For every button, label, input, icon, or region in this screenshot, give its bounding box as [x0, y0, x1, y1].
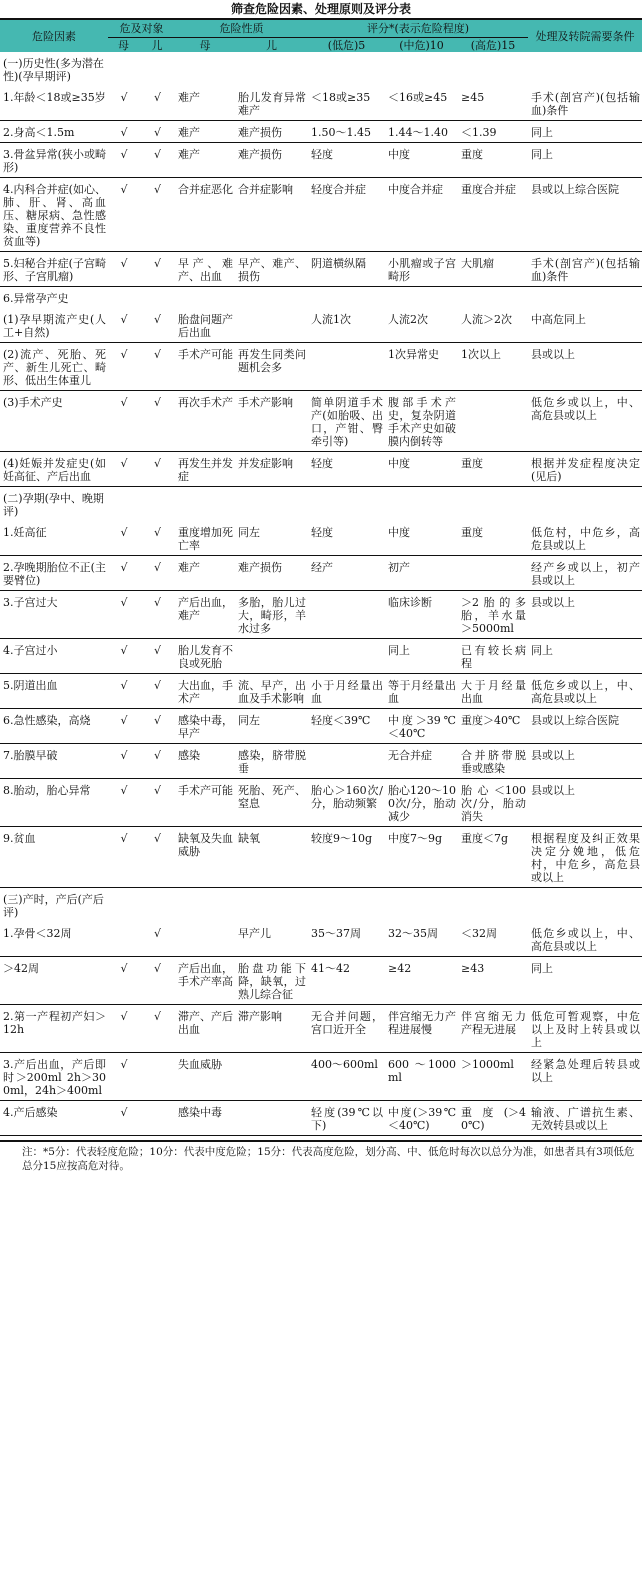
mother-check: √: [108, 86, 139, 121]
header-mother: 母: [118, 38, 129, 52]
nature-child-cell: 流、早产，出血及手术影响: [235, 674, 308, 709]
table-row: [0, 521, 642, 556]
handle-cell: 同上: [528, 143, 642, 178]
mid-risk-cell: 同上: [385, 639, 458, 674]
handle-cell: 县或以上: [528, 779, 642, 827]
handle-cell: 低危乡或以上，中、高危县或以上: [528, 391, 642, 452]
mother-check: [108, 922, 139, 957]
low-risk-cell: [308, 744, 385, 779]
factor-cell: 2.第一产程初产妇＞12h: [0, 1005, 108, 1053]
header-high: (高危)15: [470, 38, 516, 52]
page-title: 筛查危险因素、处理原则及评分表: [230, 2, 411, 16]
child-check: √: [139, 521, 175, 556]
high-risk-cell: ≥43: [458, 957, 528, 1005]
child-check: √: [139, 957, 175, 1005]
low-risk-cell: 经产: [308, 556, 385, 591]
nature-mother-cell: 难产: [175, 556, 235, 591]
handle-cell: 经产乡或以上，初产县或以上: [528, 556, 642, 591]
table-row: [0, 922, 642, 957]
table-row: [0, 591, 642, 639]
table-row: [0, 744, 642, 779]
low-risk-cell: [308, 591, 385, 639]
nature-child-cell: 难产损伤: [235, 143, 308, 178]
factor-cell: 1.孕骨＜32周: [0, 922, 108, 957]
nature-mother-cell: 难产: [175, 121, 235, 143]
table-row: [0, 121, 642, 143]
mid-risk-cell: 中度7～9g: [385, 827, 458, 888]
mother-check: √: [108, 744, 139, 779]
mid-risk-cell: 1次异常史: [385, 343, 458, 391]
nature-mother-cell: 大出血，手术产: [175, 674, 235, 709]
nature-child-cell: 同左: [235, 521, 308, 556]
factor-cell: (1)孕早期流产史(人工+自然): [0, 308, 108, 343]
mother-check: √: [108, 709, 139, 744]
factor-cell: 3.骨盆异常(狭小或畸形): [0, 143, 108, 178]
high-risk-cell: 重度: [458, 143, 528, 178]
factor-cell: 4.产后感染: [0, 1101, 108, 1136]
handle-cell: 手术(剖宫产)(包括输血)条件: [528, 86, 642, 121]
low-risk-cell: 35～37周: [308, 922, 385, 957]
factor-cell: 2.身高＜1.5m: [0, 121, 108, 143]
high-risk-cell: 1次以上: [458, 343, 528, 391]
high-risk-cell: 伴宫缩无力产程无进展: [458, 1005, 528, 1053]
low-risk-cell: 较度9～10g: [308, 827, 385, 888]
nature-child-cell: 难产损伤: [235, 556, 308, 591]
handle-cell: 县或以上综合医院: [528, 178, 642, 252]
factor-cell: 1.妊高征: [0, 521, 108, 556]
nature-child-cell: 并发症影响: [235, 452, 308, 487]
nature-mother-cell: 早产、难产、出血: [175, 252, 235, 287]
child-check: √: [139, 391, 175, 452]
high-risk-cell: 重度＞40℃: [458, 709, 528, 744]
factor-cell: (3)手术产史: [0, 391, 108, 452]
factor-cell: 2.孕晚期胎位不正(主要臂位): [0, 556, 108, 591]
mid-risk-cell: 1.44～1.40: [385, 121, 458, 143]
table-row: [0, 178, 642, 252]
mid-risk-cell: 初产: [385, 556, 458, 591]
low-risk-cell: ＜18或≥35: [308, 86, 385, 121]
header-target: 危及对象: [108, 19, 175, 38]
nature-child-cell: 再发生同类问题机会多: [235, 343, 308, 391]
mother-check: √: [108, 343, 139, 391]
handle-cell: 同上: [528, 957, 642, 1005]
low-risk-cell: 1.50～1.45: [308, 121, 385, 143]
table-row: [0, 779, 642, 827]
low-risk-cell: 41～42: [308, 957, 385, 1005]
table-row: [0, 252, 642, 287]
nature-mother-cell: 合并症恶化: [175, 178, 235, 252]
low-risk-cell: 阴道横纵隔: [308, 252, 385, 287]
high-risk-cell: ＜1.39: [458, 121, 528, 143]
table-row: [0, 639, 642, 674]
low-risk-cell: 轻度: [308, 521, 385, 556]
table-row: [0, 308, 642, 343]
factor-cell: 9.贫血: [0, 827, 108, 888]
table-row: [0, 957, 642, 1005]
high-risk-cell: ＜32周: [458, 922, 528, 957]
risk-table: [0, 18, 642, 1136]
mother-check: √: [108, 827, 139, 888]
footnote: 注：*5分：代表轻度危险；10分：代表中度危险；15分：代表高度危险，划分高、中、低危时每次以总分为准，如患者具有3项低危总分15应按高危对待。: [0, 1140, 642, 1173]
factor-cell: ＞42周: [0, 957, 108, 1005]
nature-child-cell: 合并症影响: [235, 178, 308, 252]
mother-check: √: [108, 1005, 139, 1053]
section-row: [0, 287, 642, 309]
child-check: √: [139, 86, 175, 121]
child-check: √: [139, 922, 175, 957]
child-check: √: [139, 744, 175, 779]
table-row: [0, 452, 642, 487]
child-check: √: [139, 709, 175, 744]
mother-check: √: [108, 308, 139, 343]
mid-risk-cell: 中度＞39℃＜40℃: [385, 709, 458, 744]
factor-cell: 8.胎动，胎心异常: [0, 779, 108, 827]
mother-check: √: [108, 674, 139, 709]
mother-check: √: [108, 391, 139, 452]
mid-risk-cell: 中度: [385, 521, 458, 556]
nature-child-cell: 缺氧: [235, 827, 308, 888]
low-risk-cell: 轻度: [308, 143, 385, 178]
section-label: (三)产时，产后(产后评): [3, 893, 104, 919]
header-child: 儿: [151, 38, 163, 52]
mid-risk-cell: 等于月经量出血: [385, 674, 458, 709]
handle-cell: 同上: [528, 121, 642, 143]
section-label: 6.异常孕产史: [3, 292, 69, 305]
nature-child-cell: 多胎，胎儿过大，畸形，羊水过多: [235, 591, 308, 639]
low-risk-cell: 400～600ml: [308, 1053, 385, 1101]
mid-risk-cell: 临床诊断: [385, 591, 458, 639]
section-row: [0, 888, 642, 923]
child-check: √: [139, 143, 175, 178]
header-low: (低危)5: [327, 38, 366, 52]
handle-cell: 低危乡或以上，中、高危县或以上: [528, 922, 642, 957]
nature-mother-cell: 难产: [175, 86, 235, 121]
nature-child-cell: 难产损伤: [235, 121, 308, 143]
nature-mother-cell: 缺氧及失血威胁: [175, 827, 235, 888]
mid-risk-cell: 600 ～1000ml: [385, 1053, 458, 1101]
mother-check: √: [108, 556, 139, 591]
mother-check: √: [108, 143, 139, 178]
factor-cell: 3.子宫过大: [0, 591, 108, 639]
high-risk-cell: 大于月经量出血: [458, 674, 528, 709]
nature-mother-cell: 感染中毒，早产: [175, 709, 235, 744]
table-row: [0, 343, 642, 391]
high-risk-cell: 重度合并症: [458, 178, 528, 252]
nature-child-cell: 早产、难产、损伤: [235, 252, 308, 287]
high-risk-cell: 重度: [458, 521, 528, 556]
header-nature: 危险性质: [175, 19, 308, 38]
table-row: [0, 391, 642, 452]
nature-child-cell: 同左: [235, 709, 308, 744]
high-risk-cell: 人流＞2次: [458, 308, 528, 343]
handle-cell: 手术(剖宫产)(包括输血)条件: [528, 252, 642, 287]
handle-cell: 输液、广谱抗生素、无效转县或以上: [528, 1101, 642, 1136]
child-check: √: [139, 308, 175, 343]
header-nature-child: 儿: [266, 38, 277, 52]
nature-child-cell: [235, 1053, 308, 1101]
header-row-1: [0, 19, 642, 38]
child-check: √: [139, 674, 175, 709]
mother-check: √: [108, 1053, 139, 1101]
high-risk-cell: 合并脐带脱垂或感染: [458, 744, 528, 779]
nature-mother-cell: 手术产可能: [175, 779, 235, 827]
handle-cell: 县或以上: [528, 591, 642, 639]
mid-risk-cell: 中度: [385, 143, 458, 178]
handle-cell: 县或以上: [528, 744, 642, 779]
nature-mother-cell: 产后出血，难产: [175, 591, 235, 639]
child-check: √: [139, 121, 175, 143]
factor-cell: (2)流产、死胎、死产、新生儿死亡、畸形、低出生体重儿: [0, 343, 108, 391]
factor-cell: 6.急性感染，高烧: [0, 709, 108, 744]
handle-cell: 低危村，中危乡，高危县或以上: [528, 521, 642, 556]
section-label: (一)历史性(多为潜在性)(孕早期评): [3, 57, 104, 83]
nature-mother-cell: 产后出血，手术产率高: [175, 957, 235, 1005]
child-check: √: [139, 252, 175, 287]
low-risk-cell: 轻度合并症: [308, 178, 385, 252]
mid-risk-cell: 中度: [385, 452, 458, 487]
nature-mother-cell: 难产: [175, 143, 235, 178]
section-row: [0, 52, 642, 86]
handle-cell: 根据程度及纠正效果决定分娩地，低危村，中危乡，高危县或以上: [528, 827, 642, 888]
low-risk-cell: 简单阴道手术产(如胎吸、出口，产钳、臀牵引等): [308, 391, 385, 452]
factor-cell: 5.阴道出血: [0, 674, 108, 709]
child-check: √: [139, 452, 175, 487]
factor-cell: 5.妇秘合并症(子宫畸形、子宫肌瘤): [0, 252, 108, 287]
table-row: [0, 1053, 642, 1101]
mother-check: √: [108, 779, 139, 827]
high-risk-cell: 重度: [458, 452, 528, 487]
header-score: 评分*(表示危险程度): [308, 19, 528, 38]
section-label: (二)孕期(孕中、晚期评): [3, 492, 104, 518]
nature-mother-cell: 胎儿发育不良或死胎: [175, 639, 235, 674]
high-risk-cell: ＞1000ml: [458, 1053, 528, 1101]
table-row: [0, 709, 642, 744]
table-row: [0, 556, 642, 591]
mid-risk-cell: 人流2次: [385, 308, 458, 343]
nature-child-cell: [235, 639, 308, 674]
mother-check: √: [108, 591, 139, 639]
table-row: [0, 827, 642, 888]
factor-cell: 7.胎膜早破: [0, 744, 108, 779]
high-risk-cell: ≥45: [458, 86, 528, 121]
child-check: √: [139, 556, 175, 591]
mid-risk-cell: 小肌瘤或子宫畸形: [385, 252, 458, 287]
nature-mother-cell: 失血威胁: [175, 1053, 235, 1101]
nature-mother-cell: 滞产、产后出血: [175, 1005, 235, 1053]
nature-child-cell: 死胎、死产、窒息: [235, 779, 308, 827]
mid-risk-cell: ≥42: [385, 957, 458, 1005]
high-risk-cell: 重度＜7g: [458, 827, 528, 888]
low-risk-cell: 轻度(39℃以下): [308, 1101, 385, 1136]
nature-child-cell: 早产儿: [235, 922, 308, 957]
nature-mother-cell: 感染中毒: [175, 1101, 235, 1136]
child-check: [139, 1101, 175, 1136]
child-check: √: [139, 343, 175, 391]
factor-cell: 1.年龄＜18或≥35岁: [0, 86, 108, 121]
high-risk-cell: [458, 556, 528, 591]
low-risk-cell: 小于月经量出血: [308, 674, 385, 709]
header-mid: (中危)10: [399, 38, 444, 52]
mid-risk-cell: 胎心120～100次/分，胎动减少: [385, 779, 458, 827]
mid-risk-cell: 中度(＞39℃＜40℃): [385, 1101, 458, 1136]
nature-mother-cell: 胎盘问题产后出血: [175, 308, 235, 343]
mother-check: √: [108, 639, 139, 674]
header-factor: 危险因素: [32, 29, 76, 43]
low-risk-cell: 人流1次: [308, 308, 385, 343]
mid-risk-cell: 32～35周: [385, 922, 458, 957]
low-risk-cell: 无合并问题，宫口近开全: [308, 1005, 385, 1053]
handle-cell: 低危乡或以上，中、高危县或以上: [528, 674, 642, 709]
header-handle: 处理及转院需要条件: [535, 29, 635, 43]
nature-mother-cell: 手术产可能: [175, 343, 235, 391]
mid-risk-cell: 无合并症: [385, 744, 458, 779]
mother-check: √: [108, 121, 139, 143]
handle-cell: 县或以上综合医院: [528, 709, 642, 744]
nature-child-cell: [235, 308, 308, 343]
table-row: [0, 1101, 642, 1136]
high-risk-cell: 大肌瘤: [458, 252, 528, 287]
child-check: √: [139, 178, 175, 252]
section-row: [0, 487, 642, 522]
child-check: √: [139, 779, 175, 827]
table-row: [0, 143, 642, 178]
nature-mother-cell: 再次手术产: [175, 391, 235, 452]
mother-check: √: [108, 452, 139, 487]
mid-risk-cell: ＜16或≥45: [385, 86, 458, 121]
low-risk-cell: 胎心＞160次/分，胎动频繁: [308, 779, 385, 827]
child-check: √: [139, 1005, 175, 1053]
high-risk-cell: ＞2胎的多胎，羊水量＞5000ml: [458, 591, 528, 639]
factor-cell: 4.内科合并症(如心、肺、肝、肾、高血压、糖尿病、急性感染、重度营养不良性贫血等): [0, 178, 108, 252]
handle-cell: 根据并发症程度决定(见后): [528, 452, 642, 487]
child-check: √: [139, 827, 175, 888]
handle-cell: 中高危同上: [528, 308, 642, 343]
mother-check: √: [108, 178, 139, 252]
high-risk-cell: 胎心＜100次/分，胎动消失: [458, 779, 528, 827]
nature-mother-cell: 重度增加死亡率: [175, 521, 235, 556]
high-risk-cell: 重度(＞40℃): [458, 1101, 528, 1136]
nature-mother-cell: 感染: [175, 744, 235, 779]
nature-mother-cell: 再发生并发症: [175, 452, 235, 487]
mother-check: √: [108, 252, 139, 287]
mid-risk-cell: 中度合并症: [385, 178, 458, 252]
factor-cell: 3.产后出血，产后即时＞200ml 2h＞300ml，24h＞400ml: [0, 1053, 108, 1101]
mid-risk-cell: 腹部手术产史，复杂阴道手术产史如破膜内倒转等: [385, 391, 458, 452]
child-check: √: [139, 639, 175, 674]
table-row: [0, 86, 642, 121]
handle-cell: 同上: [528, 639, 642, 674]
mid-risk-cell: 伴宫缩无力产程进展慢: [385, 1005, 458, 1053]
low-risk-cell: [308, 343, 385, 391]
low-risk-cell: 轻度: [308, 452, 385, 487]
high-risk-cell: [458, 391, 528, 452]
mother-check: √: [108, 1101, 139, 1136]
nature-child-cell: 手术产影响: [235, 391, 308, 452]
handle-cell: 经紧急处理后转县或以上: [528, 1053, 642, 1101]
nature-child-cell: 胎儿发育异常难产: [235, 86, 308, 121]
factor-cell: (4)妊娠并发症史(如妊高征、产后出血: [0, 452, 108, 487]
factor-cell: 4.子宫过小: [0, 639, 108, 674]
nature-child-cell: 胎盘功能下降，缺氧，过熟儿综合征: [235, 957, 308, 1005]
table-row: [0, 674, 642, 709]
child-check: [139, 1053, 175, 1101]
low-risk-cell: 轻度＜39℃: [308, 709, 385, 744]
low-risk-cell: [308, 639, 385, 674]
mother-check: √: [108, 957, 139, 1005]
header-nature-mother: 母: [199, 38, 211, 52]
nature-child-cell: 滞产影响: [235, 1005, 308, 1053]
mother-check: √: [108, 521, 139, 556]
table-body: [0, 52, 642, 1136]
handle-cell: 低危可暂观察，中危以上及时上转县或以上: [528, 1005, 642, 1053]
nature-mother-cell: [175, 922, 235, 957]
child-check: √: [139, 591, 175, 639]
nature-child-cell: [235, 1101, 308, 1136]
handle-cell: 县或以上: [528, 343, 642, 391]
high-risk-cell: 已有较长病程: [458, 639, 528, 674]
table-row: [0, 1005, 642, 1053]
nature-child-cell: 感染，脐带脱垂: [235, 744, 308, 779]
